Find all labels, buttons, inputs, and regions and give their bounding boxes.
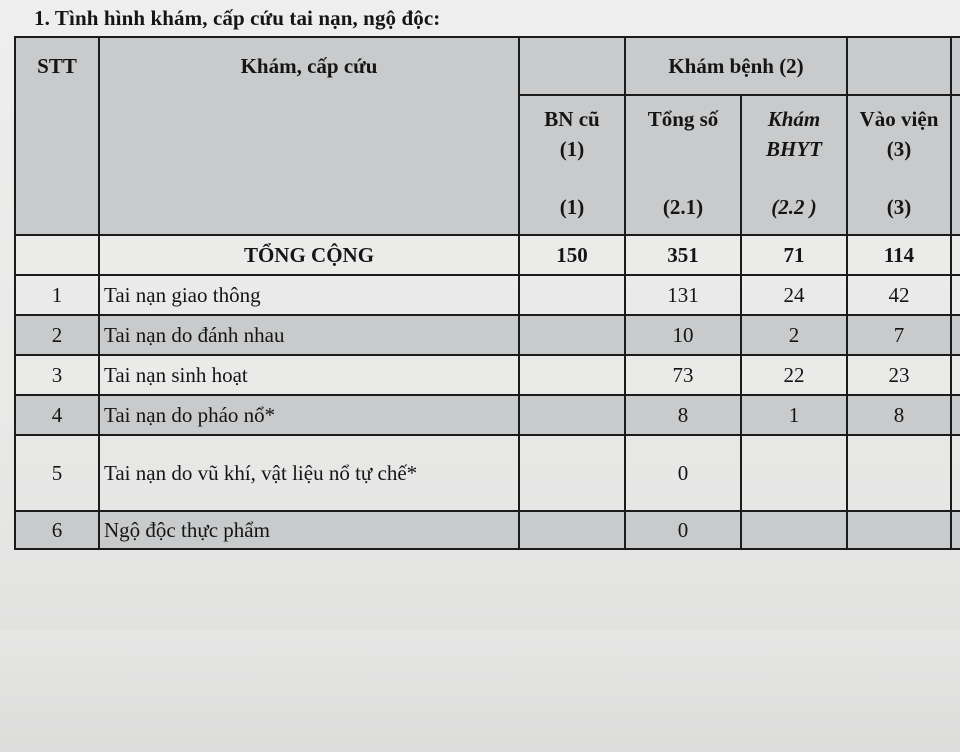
table-row	[15, 435, 960, 511]
header-extra-mid	[951, 95, 960, 235]
total-bn-cu: 150	[519, 235, 625, 275]
row-bn-cu	[519, 315, 625, 355]
row-bn-cu	[519, 511, 625, 549]
row-label: Ngộ độc thực phẩm	[99, 511, 519, 549]
header-vao-vien: Vào viện (3) (3)	[847, 95, 951, 235]
row-tong-so: 10	[625, 315, 741, 355]
row-kham-bhyt: 1	[741, 395, 847, 435]
header-tong-so: Tổng số (2.1)	[625, 95, 741, 235]
table-row	[15, 275, 960, 315]
row-label: Tai nạn giao thông	[99, 275, 519, 315]
row-stt: 5	[15, 435, 99, 511]
header-kham-bhyt: Khám BHYT (2.2 )	[741, 95, 847, 235]
row-label: Tai nạn do pháo nổ*	[99, 395, 519, 435]
row-vao-vien	[847, 435, 951, 511]
row-label: Tai nạn do đánh nhau	[99, 315, 519, 355]
row-kham-bhyt: 2	[741, 315, 847, 355]
row-bn-cu	[519, 395, 625, 435]
report-table	[14, 36, 960, 550]
blank-paper-area	[0, 630, 960, 752]
header-bn-cu-top	[519, 37, 625, 95]
row-stt: 4	[15, 395, 99, 435]
row-extra	[951, 435, 960, 511]
row-kham-bhyt: 22	[741, 355, 847, 395]
total-stt	[15, 235, 99, 275]
header-vao-vien-top	[847, 37, 951, 95]
total-label: TỔNG CỘNG	[99, 235, 519, 275]
row-bn-cu	[519, 435, 625, 511]
table-row	[15, 315, 960, 355]
row-vao-vien: 23	[847, 355, 951, 395]
table-row	[15, 395, 960, 435]
header-kham-benh: Khám bệnh (2)	[625, 37, 847, 95]
total-vao-vien: 114	[847, 235, 951, 275]
total-kham-bhyt: 71	[741, 235, 847, 275]
row-tong-so: 0	[625, 511, 741, 549]
row-stt: 6	[15, 511, 99, 549]
row-kham-bhyt: 24	[741, 275, 847, 315]
row-extra	[951, 395, 960, 435]
row-label: Tai nạn sinh hoạt	[99, 355, 519, 395]
row-tong-so: 73	[625, 355, 741, 395]
row-stt: 1	[15, 275, 99, 315]
row-tong-so: 131	[625, 275, 741, 315]
table-row	[15, 511, 960, 549]
row-kham-bhyt	[741, 511, 847, 549]
header-stt: STT	[15, 37, 99, 235]
report-table-container	[14, 36, 960, 630]
row-label: Tai nạn do vũ khí, vật liệu nổ tự chế*	[99, 435, 519, 511]
row-extra	[951, 275, 960, 315]
row-bn-cu	[519, 275, 625, 315]
total-extra	[951, 235, 960, 275]
row-tong-so: 8	[625, 395, 741, 435]
row-vao-vien: 8	[847, 395, 951, 435]
row-extra	[951, 315, 960, 355]
row-vao-vien	[847, 511, 951, 549]
section-title: 1. Tình hình khám, cấp cứu tai nạn, ngộ độc:	[34, 6, 441, 30]
header-bn-cu: BN cũ (1) (1)	[519, 95, 625, 235]
row-kham-bhyt	[741, 435, 847, 511]
row-bn-cu	[519, 355, 625, 395]
row-extra	[951, 511, 960, 549]
row-vao-vien: 42	[847, 275, 951, 315]
row-vao-vien: 7	[847, 315, 951, 355]
total-tong-so: 351	[625, 235, 741, 275]
header-extra-top	[951, 37, 960, 95]
row-stt: 2	[15, 315, 99, 355]
header-description: Khám, cấp cứu	[99, 37, 519, 235]
total-row	[15, 235, 960, 275]
table-row	[15, 355, 960, 395]
row-extra	[951, 355, 960, 395]
row-stt: 3	[15, 355, 99, 395]
row-tong-so: 0	[625, 435, 741, 511]
